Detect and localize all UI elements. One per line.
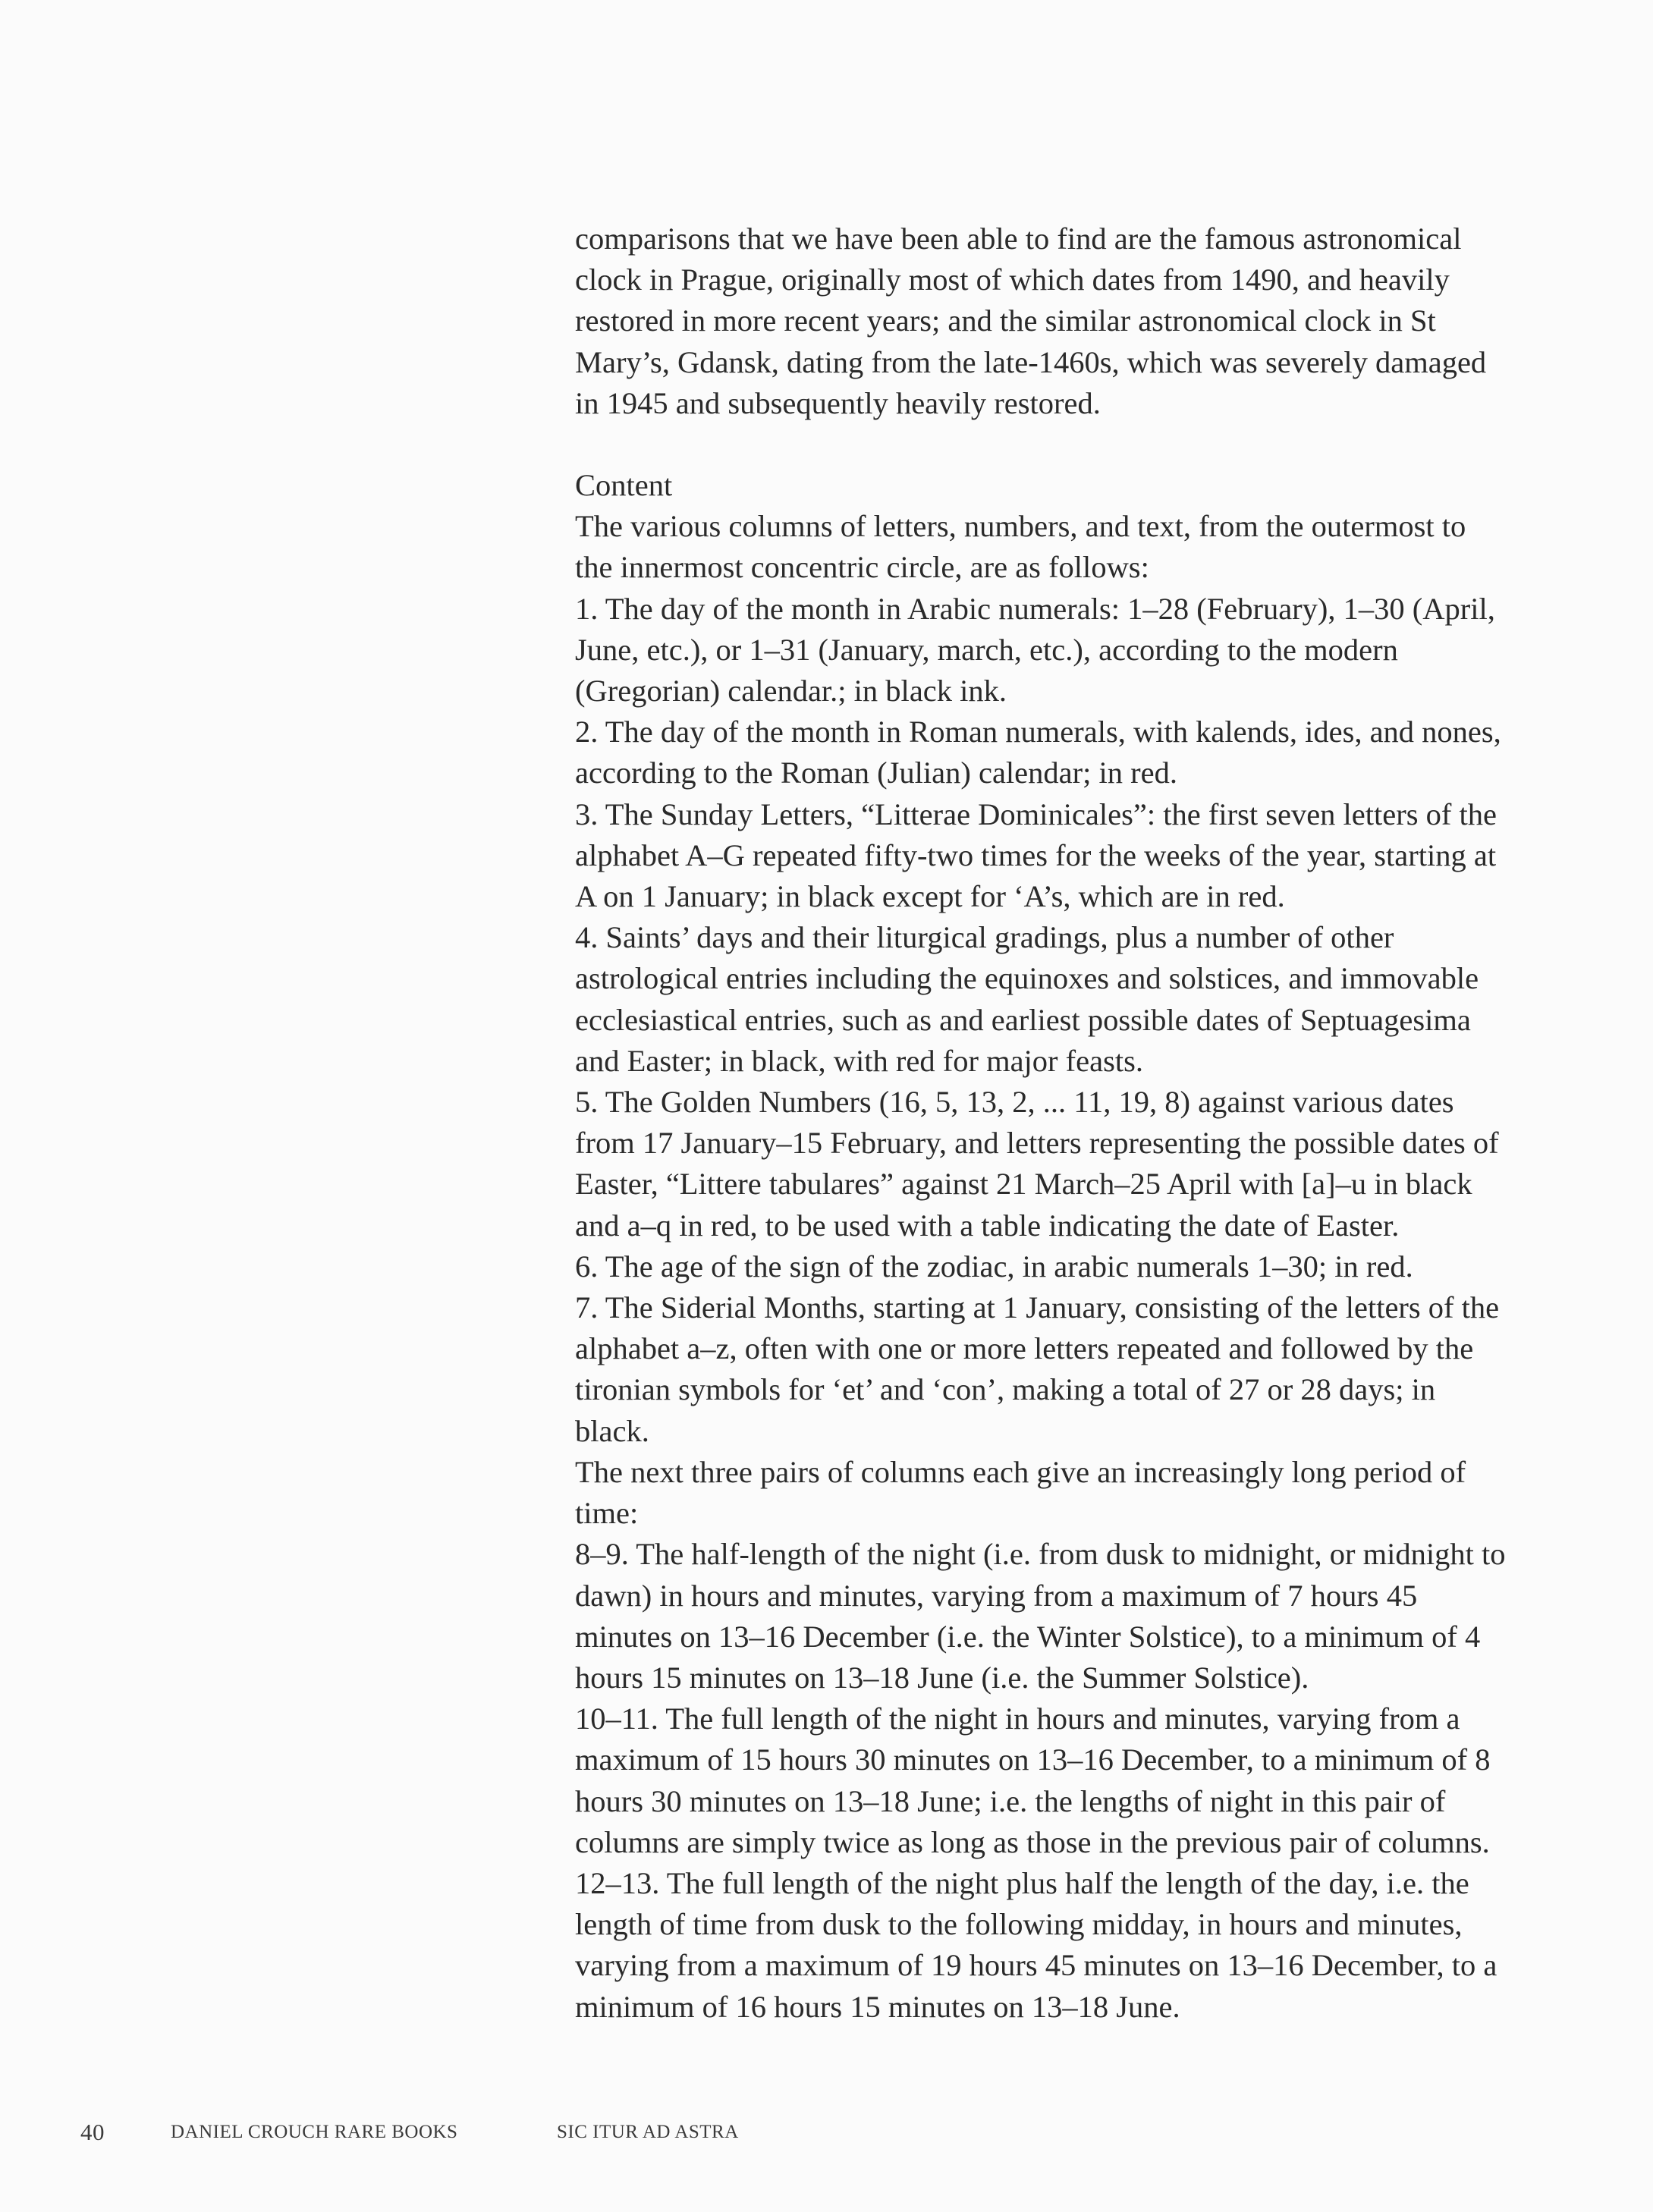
- section-heading: Content: [575, 468, 673, 503]
- footer-catalogue-title: SIC ITUR AD ASTRA: [557, 2122, 739, 2142]
- list-item: 12–13. The full length of the night plus half the length of the day, i.e. the length of time from dusk to the following midday, in hours and minutes, varying from a maximum of 19 hours 45 minutes on 13–16 December, to a minimum of 16 hours 15 minutes on 13–18 June.: [575, 1865, 1497, 2024]
- pairs-intro: The next three pairs of columns each give an increasingly long period of time:: [575, 1454, 1466, 1531]
- page-number: 40: [80, 2119, 105, 2145]
- section-intro: The various columns of letters, numbers, and text, from the outermost to the innermost concentric circle, are as follows:: [575, 509, 1466, 585]
- intro-paragraph: comparisons that we have been able to find are the famous astronomical clock in Prague, originally most of which dates from 1490, and heavily restored in more recent years; and the similar astronomical clock in St Mary’s, Gdansk, dating from the late-1460s, which was severely damaged in 1945 and subsequently heavily restored.: [575, 222, 1487, 420]
- body-text: [575, 218, 1508, 2028]
- list-item: 2. The day of the month in Roman numerals, with kalends, ides, and nones, according to the Roman (Julian) calendar; in red.: [575, 715, 1501, 790]
- list-item: 1. The day of the month in Arabic numerals: 1–28 (February), 1–30 (April, June, etc.), or 1–31 (January, march, etc.), according to the modern (Gregorian) calendar.; in black ink.: [575, 591, 1495, 709]
- list-item: 4. Saints’ days and their liturgical gradings, plus a number of other astrological entries including the equinoxes and solstices, and immovable ecclesiastical entries, such as and earliest possible dates of Septuagesima and Easter; in black, with red for major feasts.: [575, 920, 1479, 1078]
- list-item: 8–9. The half-length of the night (i.e. from dusk to midnight, or midnight to dawn) in hours and minutes, varying from a maximum of 7 hours 45 minutes on 13–16 December (i.e. the Winter Solstice), to a minimum of 4 hours 15 minutes on 13–18 June (i.e. the Summer Solstice).: [575, 1537, 1506, 1695]
- footer-publisher: DANIEL CROUCH RARE BOOKS: [171, 2122, 458, 2142]
- list-item: 7. The Siderial Months, starting at 1 January, consisting of the letters of the alphabet a–z, often with one or more letters repeated and followed by the tironian symbols for ‘et’ and ‘con’, making a total of 27 or 28 days; in black.: [575, 1290, 1500, 1448]
- list-item: 5. The Golden Numbers (16, 5, 13, 2, ... 11, 19, 8) against various dates from 17 January–15 February, and letters representing the possible dates of Easter, “Littere tabulares” against 21 March–25 April with [a]–u in black and a–q in red, to be used with a table indicating the date of Easter.: [575, 1085, 1499, 1243]
- list-item: 3. The Sunday Letters, “Litterae Dominicales”: the first seven letters of the alphabet A–G repeated fifty-two times for the weeks of the year, starting at A on 1 January; in black except for ‘A’s, which are in red.: [575, 797, 1497, 914]
- list-item: 6. The age of the sign of the zodiac, in arabic numerals 1–30; in red.: [575, 1249, 1413, 1284]
- list-item: 10–11. The full length of the night in hours and minutes, varying from a maximum of 15 hours 30 minutes on 13–16 December, to a minimum of 8 hours 30 minutes on 13–18 June; i.e. the lengths of night in this pair of columns are simply twice as long as those in the previous pair of columns.: [575, 1701, 1491, 1859]
